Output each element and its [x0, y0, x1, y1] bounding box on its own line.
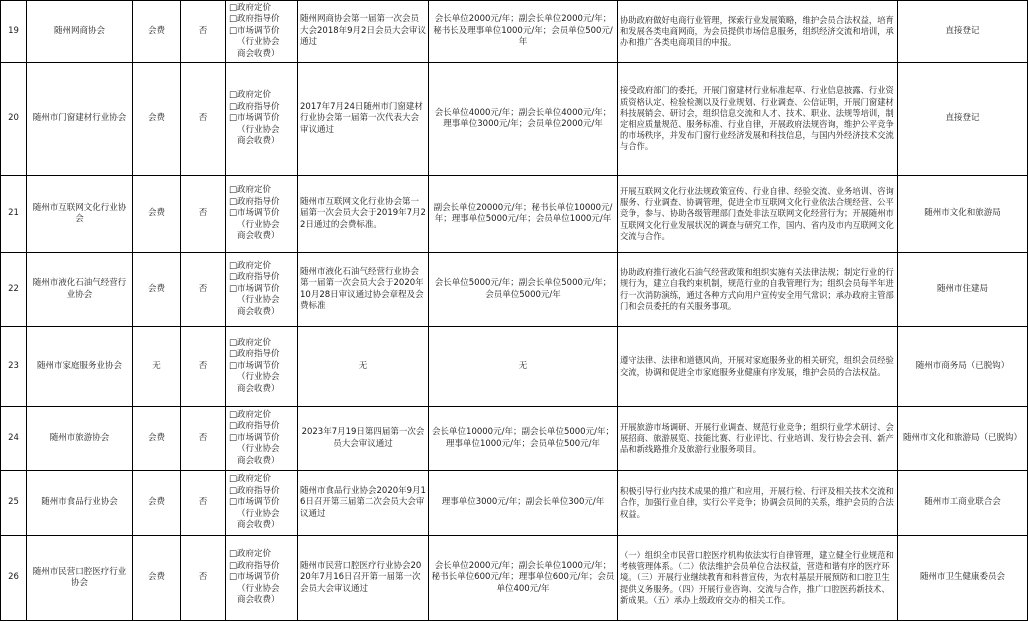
price-note-line1: （行业协会 — [237, 37, 280, 48]
table-row — [1, 176, 1028, 253]
row-number: 19 — [1, 1, 27, 63]
fee-standard: 副会长单位20000元/年；秘书长单位10000元/年；理事单位5000元/年；会员单位1000元/年 — [429, 176, 618, 253]
row-number: 22 — [1, 253, 27, 327]
service-content: （一）组织全市民营口腔医疗机构依法实行自律管理，建立健全行业规范和考核管理体系。（二）依法维护会员单位合法权益，营造和谐有序的医疗环境。（三）开展行业继续教育和科普宣传，为农村基层开展预防和口腔卫生提供义务服务。（四）开展行业咨询、交流与合作，推广口腔医药新技术、新成果。（五）承办上级政府交办的相关工作。 — [618, 536, 898, 621]
supervising-dept: 随州市商务局（已脱钩） — [898, 327, 1028, 407]
gov-related: 否 — [181, 1, 226, 63]
price-note-line1: （行业协会 — [237, 508, 280, 519]
price-type — [226, 63, 298, 176]
price-note-line1: （行业协会 — [237, 444, 280, 455]
association-name: 随州网商协会 — [27, 1, 133, 63]
price-type — [226, 327, 298, 407]
fee-item: 会费 — [133, 407, 181, 471]
fee-item: 无 — [133, 327, 181, 407]
price-option-market: □市场调节价 — [229, 113, 280, 124]
table-row — [1, 536, 1028, 621]
price-type — [226, 1, 298, 63]
price-note-line2: 商会收费） — [237, 595, 280, 606]
fee-item: 会费 — [133, 176, 181, 253]
fee-basis: 随州市互联网文化行业协会第一届第一次会员大会于2019年7月22日通过的会费标准。 — [298, 176, 429, 253]
gov-related: 否 — [181, 176, 226, 253]
price-note-line1: （行业协会 — [237, 372, 280, 383]
table-row — [1, 471, 1028, 536]
price-note-line2: 商会收费） — [237, 520, 280, 531]
fee-item: 会费 — [133, 63, 181, 176]
table-row — [1, 253, 1028, 327]
association-name: 随州市食品行业协会 — [27, 471, 133, 536]
fee-standard: 会长单位2000元/年；副会长单位2000元/年；秘书长及理事单位1000元/年；会员单位500元/年 — [429, 1, 618, 63]
table-row — [1, 407, 1028, 471]
gov-related: 否 — [181, 471, 226, 536]
price-type — [226, 253, 298, 327]
row-number: 24 — [1, 407, 27, 471]
supervising-dept: 随州市住建局 — [898, 253, 1028, 327]
gov-related: 否 — [181, 407, 226, 471]
association-name: 随州市门窗建材行业协会 — [27, 63, 133, 176]
service-content: 开展互联网文化行业法规政策宣传、行业自律、经验交流、业务培训、咨询服务、行业调查、协调管理，促进全市互联网文化行业依法合规经营、公平竞争，参与、协助各级管理部门查处非法互联网文化经营行为；开展随州市互联网文化行业发展状况的调查与研究工作，国内、省内及市内互联网文化交流与合作。 — [618, 176, 898, 253]
price-option-gov-set: □政府定价 — [229, 185, 272, 196]
price-note-line2: 商会收费） — [237, 136, 280, 147]
price-option-gov-set: □政府定价 — [229, 90, 272, 101]
price-note-line1: （行业协会 — [237, 295, 280, 306]
gov-related: 否 — [181, 63, 226, 176]
price-option-market: □市场调节价 — [229, 432, 280, 443]
price-option-gov-guided: □政府指导价 — [229, 272, 280, 283]
price-note-line1: （行业协会 — [237, 219, 280, 230]
association-name: 随州市民营口腔医疗行业协会 — [27, 536, 133, 621]
fee-item: 会费 — [133, 253, 181, 327]
service-content: 积极引导行业内技术成果的推广和应用，开展行检、行评及相关技术交流和合作，加强行业自律，实行公平竞争；协调会员间的关系，维护会员的合法权益。 — [618, 471, 898, 536]
fee-standard: 会长单位10000元/年；副会长单位5000元/年；理事单位1000元/年；会员单位500元/年 — [429, 407, 618, 471]
fee-standard: 会长单位2000元/年；副会长单位1000元/年；秘书长单位600元/年；理事单位600元/年；会员单位400元/年 — [429, 536, 618, 621]
association-name: 随州市互联网文化行业协会 — [27, 176, 133, 253]
fee-basis: 随州市液化石油气经营行业协会第一届第一次会员大会于2020年10月28日审议通过协会章程及会费标准 — [298, 253, 429, 327]
row-number: 23 — [1, 327, 27, 407]
supervising-dept: 直接登记 — [898, 1, 1028, 63]
price-option-gov-set: □政府定价 — [229, 549, 272, 560]
gov-related: 否 — [181, 536, 226, 621]
table-row — [1, 63, 1028, 176]
association-name: 随州市旅游协会 — [27, 407, 133, 471]
price-note-line1: （行业协会 — [237, 583, 280, 594]
price-option-gov-guided: □政府指导价 — [229, 101, 280, 112]
fee-basis: 2017年7月24日随州市门窗建材行业协会第一届第一次代表大会审议通过 — [298, 63, 429, 176]
price-option-market: □市场调节价 — [229, 208, 280, 219]
price-type — [226, 407, 298, 471]
price-option-gov-guided: □政府指导价 — [229, 14, 280, 25]
association-name: 随州市液化石油气经营行业协会 — [27, 253, 133, 327]
row-number: 20 — [1, 63, 27, 176]
service-content: 协助政府做好电商行业管理，探索行业发展策略，维护会员合法权益，培育和发展各类电商网商，为会员提供市场信息服务，组织经济交流和培训，承办和推广各类电商项目的申报。 — [618, 1, 898, 63]
price-option-gov-set: □政府定价 — [229, 337, 272, 348]
fee-basis: 2023年7月19日第四届第一次会员大会审议通过 — [298, 407, 429, 471]
fee-basis: 随州网商协会第一届第一次会员大会2018年9月2日会员大会审议通过 — [298, 1, 429, 63]
supervising-dept: 随州市工商业联合会 — [898, 471, 1028, 536]
fee-item: 会费 — [133, 536, 181, 621]
price-option-gov-set: □政府定价 — [229, 474, 272, 485]
fee-item: 会费 — [133, 471, 181, 536]
price-option-market: □市场调节价 — [229, 572, 280, 583]
gov-related: 否 — [181, 253, 226, 327]
service-content: 接受政府部门的委托，开展门窗建材行业标准起草、行业信息披露、行业资质资格认定、检验检测以及行业规划、行业调查、公信证明，开展门窗建材科技展销会、研讨会，组织信息交流和人才、技术、职业、法规等培训，制定相应质量规范、服务标准、行业自律，开展政府法规咨询，维护公平竞争的市场秩序，并发布门窗行业经济发展和科技信息，与国内外经济技术交流与合作。 — [618, 63, 898, 176]
price-option-market: □市场调节价 — [229, 360, 280, 371]
price-note-line2: 商会收费） — [237, 48, 280, 59]
fee-standard: 无 — [429, 327, 618, 407]
price-note-line2: 商会收费） — [237, 455, 280, 466]
gov-related: 否 — [181, 327, 226, 407]
price-option-market: □市场调节价 — [229, 25, 280, 36]
table-row — [1, 1, 1028, 63]
fee-standard: 会长单位5000元/年；副会长单位5000元/年；会员单位5000元/年 — [429, 253, 618, 327]
service-content: 协助政府推行液化石油气经营政策和组织实施有关法律法规；制定行业的行规行为，建立自我约束机制，规范行业的自我管理行为；组织会员每半年进行一次消防演练，通过各种方式向用户宣传安全用气常识；承办政府主管部门和会员委托的有关服务事项。 — [618, 253, 898, 327]
supervising-dept: 随州市文化和旅游局 — [898, 176, 1028, 253]
table-row — [1, 327, 1028, 407]
fee-basis: 无 — [298, 327, 429, 407]
price-option-gov-set: □政府定价 — [229, 260, 272, 271]
price-note-line2: 商会收费） — [237, 231, 280, 242]
price-option-gov-guided: □政府指导价 — [229, 421, 280, 432]
association-name: 随州市家庭服务业协会 — [27, 327, 133, 407]
price-option-gov-guided: □政府指导价 — [229, 485, 280, 496]
price-option-gov-guided: □政府指导价 — [229, 349, 280, 360]
fee-basis: 随州市民营口腔医疗行业协会2020年7月16日召开第一届第一次会员大会审议通过 — [298, 536, 429, 621]
price-option-gov-guided: □政府指导价 — [229, 560, 280, 571]
price-option-gov-set: □政府定价 — [229, 2, 272, 13]
row-number: 26 — [1, 536, 27, 621]
fee-item: 会费 — [133, 1, 181, 63]
price-option-gov-set: □政府定价 — [229, 409, 272, 420]
price-type — [226, 471, 298, 536]
price-option-gov-guided: □政府指导价 — [229, 196, 280, 207]
fee-basis: 随州市食品行业协会2020年9月16日召开第三届第二次会员大会审议通过 — [298, 471, 429, 536]
row-number: 25 — [1, 471, 27, 536]
fee-standard: 理事单位3000元/年；副会长单位300元/年 — [429, 471, 618, 536]
supervising-dept: 直接登记 — [898, 63, 1028, 176]
price-note-line2: 商会收费） — [237, 306, 280, 317]
service-content: 遵守法律、法律和道德风尚，开展对家庭服务业的相关研究，组织会员经验交流，协调和促进全市家庭服务业健康有序发展，维护会员的合法权益。 — [618, 327, 898, 407]
price-type — [226, 176, 298, 253]
price-option-market: □市场调节价 — [229, 497, 280, 508]
price-type — [226, 536, 298, 621]
price-note-line1: （行业协会 — [237, 124, 280, 135]
price-note-line2: 商会收费） — [237, 383, 280, 394]
service-content: 开展旅游市场调研、开展行业调查、规范行业竞争；组织行业学术研讨、会展招商、旅游展览、技能比赛、行业评比、行业培训、发行协会会刊、新产品和新线路推介及旅游行业服务项目。 — [618, 407, 898, 471]
supervising-dept: 随州市卫生健康委员会 — [898, 536, 1028, 621]
supervising-dept: 随州市文化和旅游局（已脱钩） — [898, 407, 1028, 471]
price-option-market: □市场调节价 — [229, 283, 280, 294]
row-number: 21 — [1, 176, 27, 253]
fee-standard: 会长单位4000元/年；副会长单位4000元/年；理事单位3000元/年；会员单位2000元/年 — [429, 63, 618, 176]
